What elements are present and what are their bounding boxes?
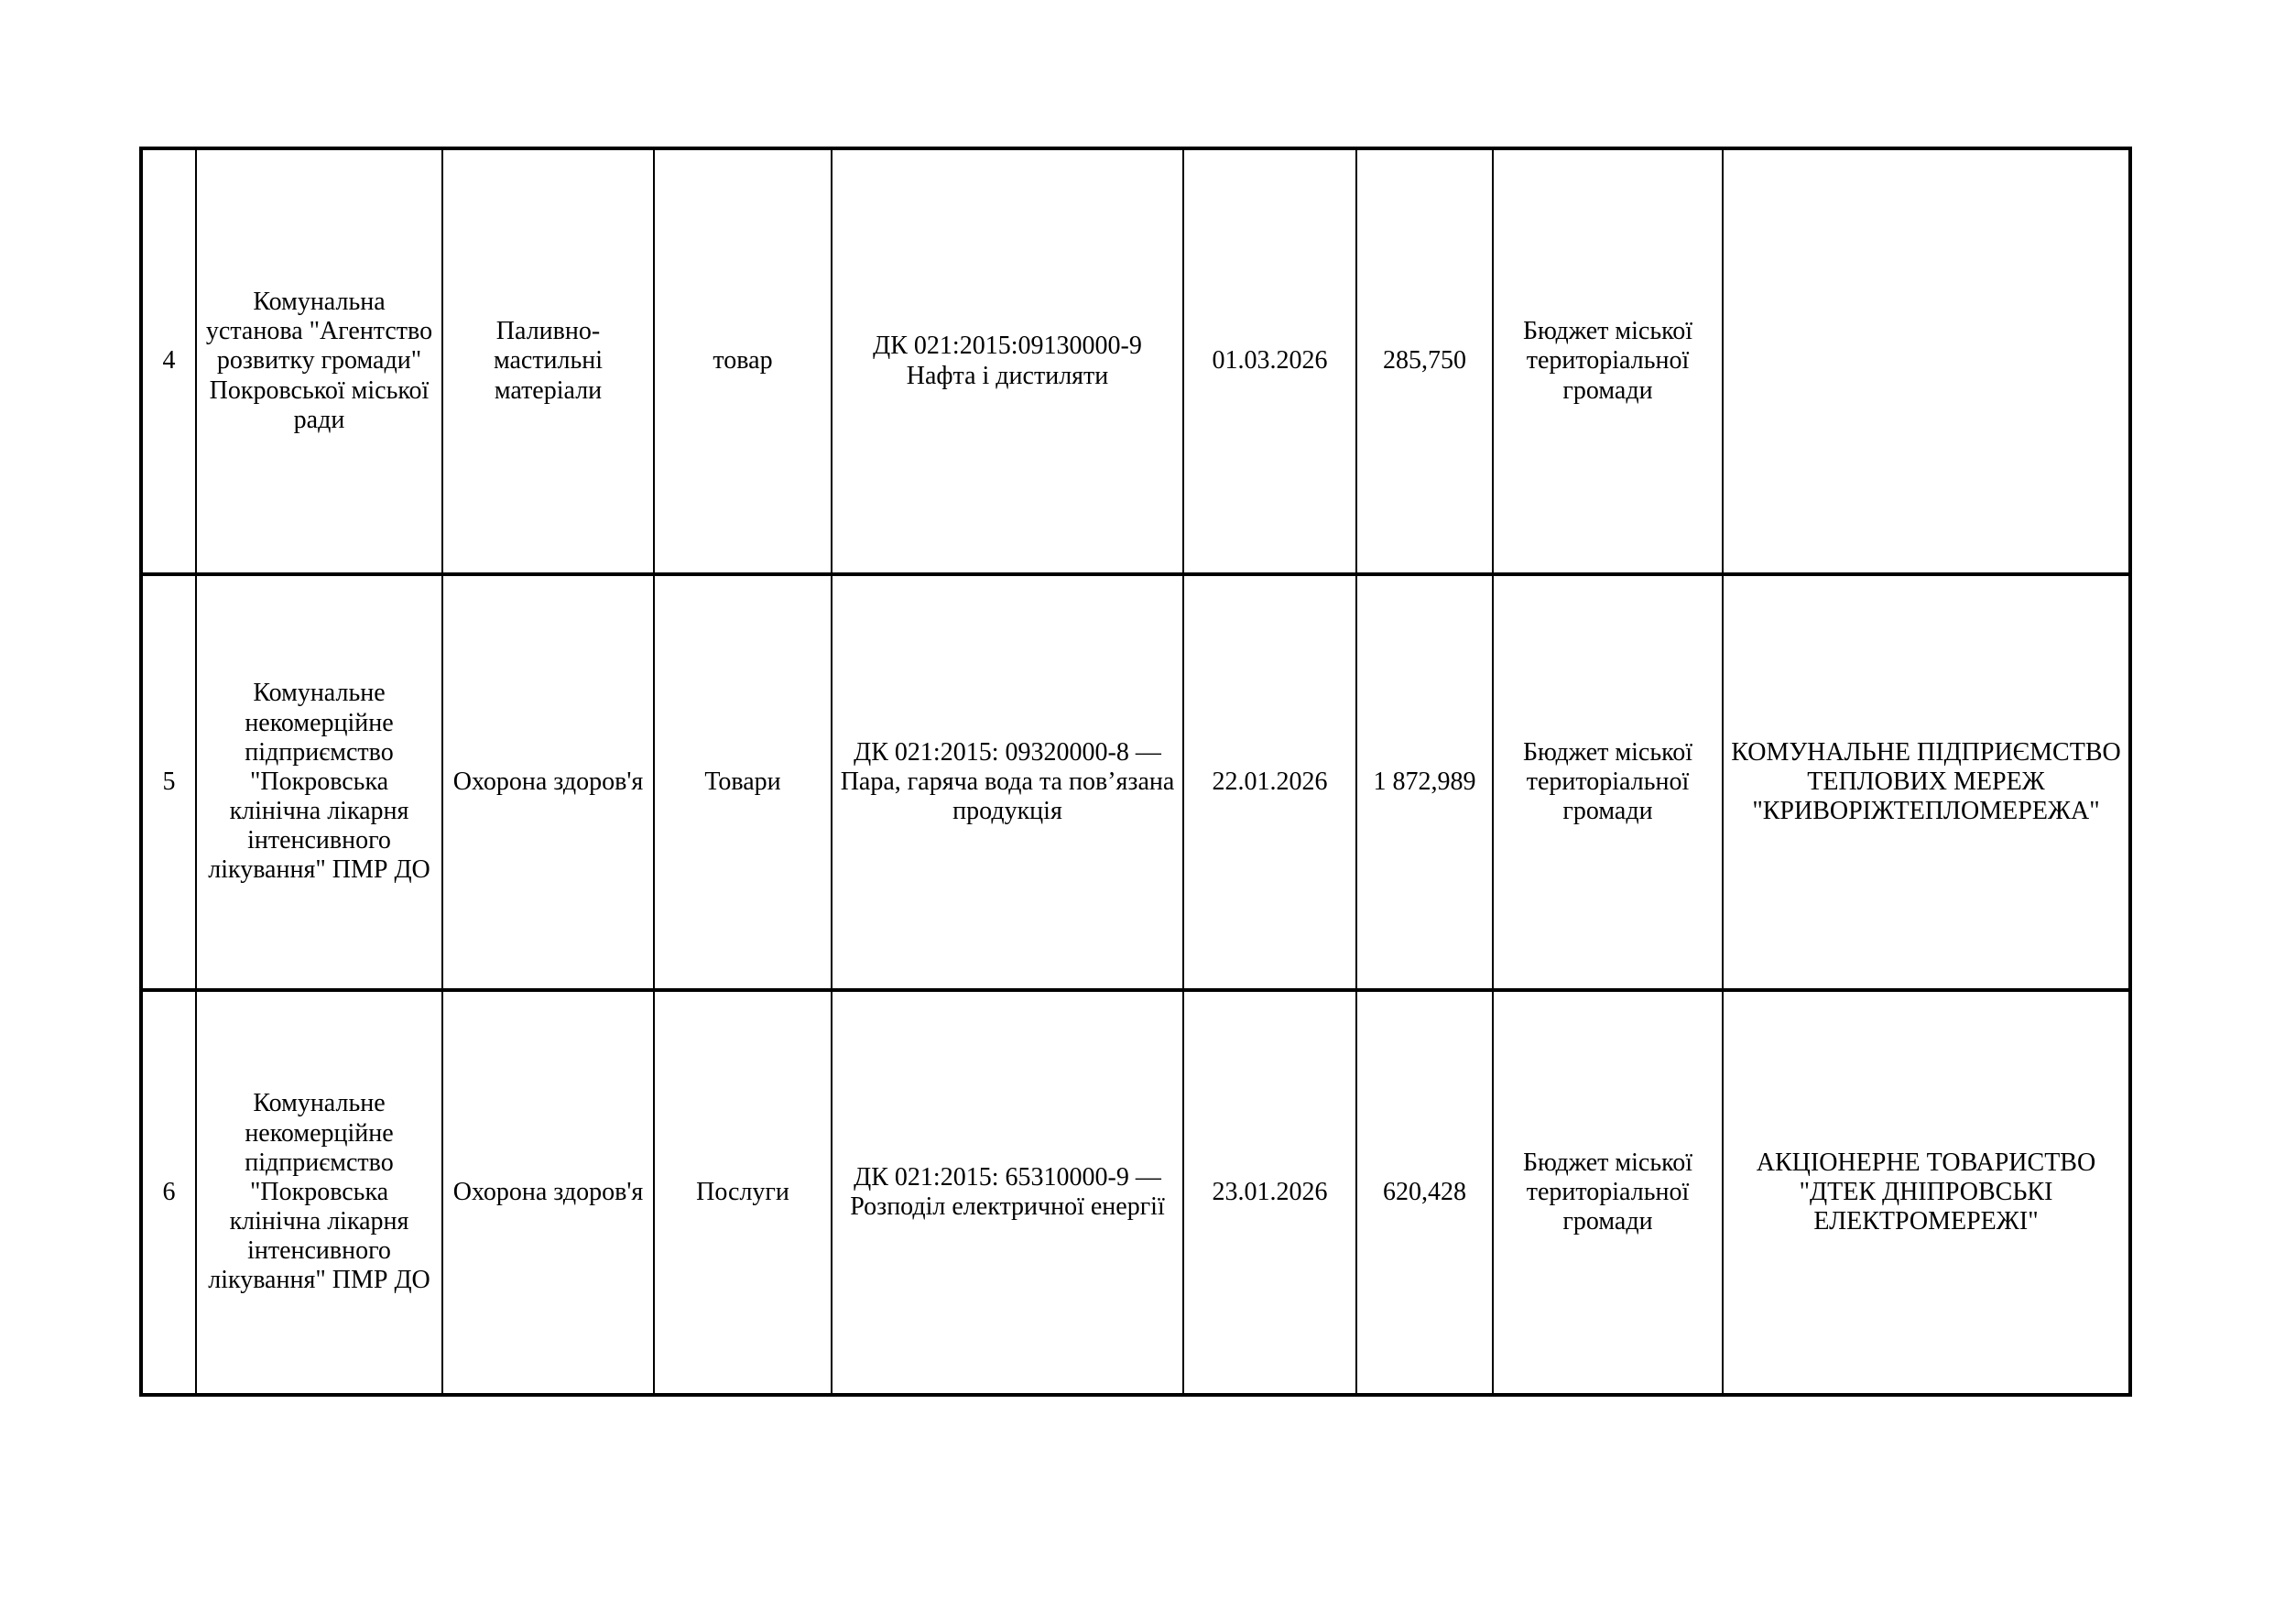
- date-cell: 01.03.2026: [1183, 148, 1356, 574]
- date-cell: 23.01.2026: [1183, 990, 1356, 1395]
- table-row: [141, 574, 2130, 990]
- row-number-cell: 4: [141, 148, 196, 574]
- procurement-table: [139, 147, 2132, 1397]
- customer-cell: Комунальне некомерційне підприємство "Покровська клінічна лікарня інтенсивного лікування" ПМР ДО: [196, 574, 442, 990]
- table-row: [141, 990, 2130, 1395]
- subject-code-cell: ДК 021:2015: 09320000-8 — Пара, гаряча вода та пов’язана продукція: [832, 574, 1183, 990]
- supplier-cell: КОМУНАЛЬНЕ ПІДПРИЄМСТВО ТЕПЛОВИХ МЕРЕЖ "КРИВОРІЖТЕПЛОМЕРЕЖА": [1723, 574, 2130, 990]
- category-cell: Охорона здоров'я: [442, 990, 654, 1395]
- row-number-cell: 5: [141, 574, 196, 990]
- amount-cell: 620,428: [1356, 990, 1493, 1395]
- subject-code-cell: ДК 021:2015: 65310000-9 — Розподіл електричної енергії: [832, 990, 1183, 1395]
- date-cell: 22.01.2026: [1183, 574, 1356, 990]
- row-number-cell: 6: [141, 990, 196, 1395]
- amount-cell: 285,750: [1356, 148, 1493, 574]
- amount-cell: 1 872,989: [1356, 574, 1493, 990]
- category-cell: Охорона здоров'я: [442, 574, 654, 990]
- funding-source-cell: Бюджет міської територіальної громади: [1493, 990, 1723, 1395]
- procurement-type-cell: Послуги: [654, 990, 832, 1395]
- procurement-type-cell: товар: [654, 148, 832, 574]
- subject-code-cell: ДК 021:2015:09130000-9 Нафта і дистиляти: [832, 148, 1183, 574]
- procurement-type-cell: Товари: [654, 574, 832, 990]
- customer-cell: Комунальне некомерційне підприємство "Покровська клінічна лікарня інтенсивного лікування" ПМР ДО: [196, 990, 442, 1395]
- supplier-cell: АКЦІОНЕРНЕ ТОВАРИСТВО "ДТЕК ДНІПРОВСЬКІ ЕЛЕКТРОМЕРЕЖІ": [1723, 990, 2130, 1395]
- table-row: [141, 148, 2130, 574]
- customer-cell: Комунальна установа "Агентство розвитку громади" Покровської міської ради: [196, 148, 442, 574]
- supplier-cell: [1723, 148, 2130, 574]
- category-cell: Паливно-мастильні матеріали: [442, 148, 654, 574]
- funding-source-cell: Бюджет міської територіальної громади: [1493, 574, 1723, 990]
- funding-source-cell: Бюджет міської територіальної громади: [1493, 148, 1723, 574]
